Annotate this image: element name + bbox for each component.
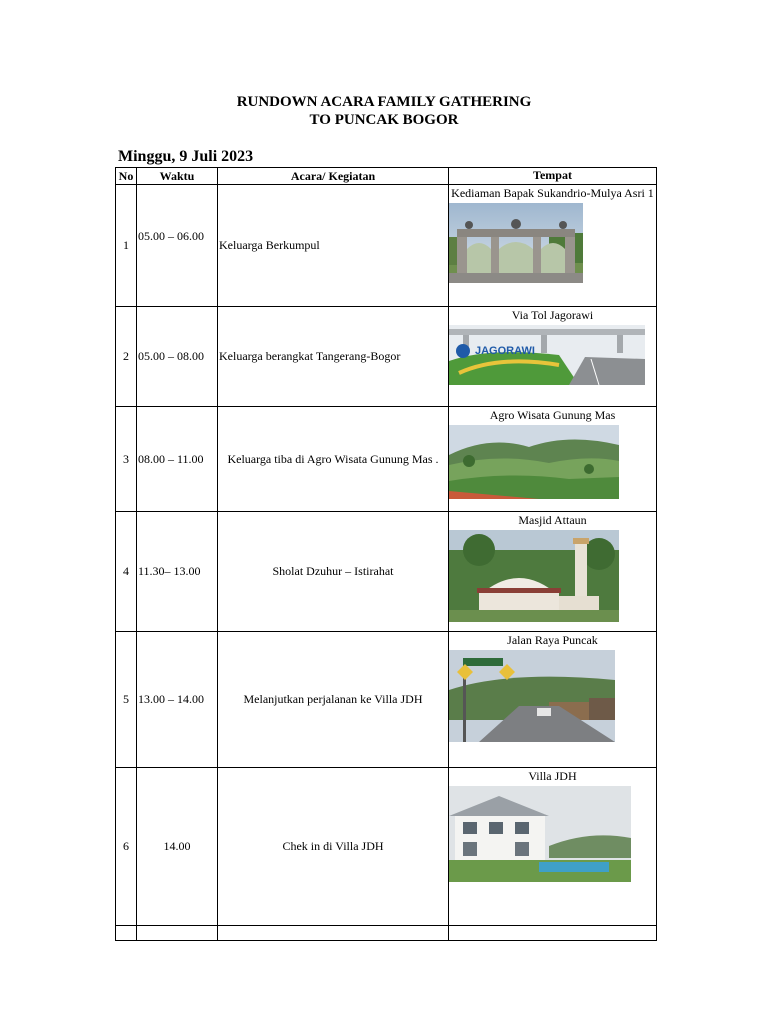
row-activity: Chek in di Villa JDH (218, 768, 449, 926)
table-row (116, 632, 657, 768)
document-title-line2: TO PUNCAK BOGOR (309, 112, 459, 128)
tea-plantation-photo (449, 425, 656, 499)
row-place (449, 512, 657, 632)
row-place (449, 768, 657, 926)
row-time: 13.00 – 14.00 (137, 632, 218, 768)
row-activity: Sholat Dzuhur – Istirahat (218, 512, 449, 632)
toll-road-photo (449, 325, 656, 385)
row-time: 08.00 – 11.00 (137, 407, 218, 512)
row-number: 6 (116, 768, 137, 926)
event-date: Minggu, 9 Juli 2023 (118, 148, 254, 165)
row-time: 11.30– 13.00 (137, 512, 218, 632)
row-place (449, 407, 657, 512)
table-header-row (116, 168, 657, 185)
street-photo (449, 650, 656, 742)
empty-cell (218, 926, 449, 941)
table-row (116, 307, 657, 407)
table-row (116, 407, 657, 512)
table-row (116, 768, 657, 926)
row-number: 5 (116, 632, 137, 768)
table-row-empty (116, 926, 657, 941)
empty-cell (449, 926, 657, 941)
column-header-no: No (116, 168, 137, 185)
row-time: 05.00 – 08.00 (137, 307, 218, 407)
row-time (137, 185, 218, 307)
row-number: 1 (116, 185, 137, 307)
row-activity: Melanjutkan perjalanan ke Villa JDH (218, 632, 449, 768)
row-time-text: 05.00 – 06.00 (138, 229, 204, 243)
row-activity: Keluarga tiba di Agro Wisata Gunung Mas . (218, 407, 449, 512)
empty-cell (116, 926, 137, 941)
row-number: 2 (116, 307, 137, 407)
row-time: 14.00 (137, 768, 218, 926)
place-name: Villa JDH (528, 769, 577, 783)
row-activity: Keluarga Berkumpul (218, 185, 449, 307)
toll-sign-text: JAGORAWI (475, 345, 535, 357)
row-place (449, 185, 657, 307)
rundown-table (115, 167, 657, 941)
mosque-photo (449, 530, 656, 622)
place-name: Masjid Attaun (518, 513, 587, 527)
place-name: Jalan Raya Puncak (507, 633, 598, 647)
place-name: Kediaman Bapak Sukandrio-Mulya Asri 1 (451, 186, 654, 200)
row-number: 4 (116, 512, 137, 632)
row-place (449, 632, 657, 768)
document-title-line1: RUNDOWN ACARA FAMILY GATHERING (236, 94, 532, 110)
place-name: Via Tol Jagorawi (511, 308, 594, 322)
gate-photo (449, 203, 656, 283)
table-row (116, 512, 657, 632)
column-header-time: Waktu (137, 168, 218, 185)
row-place (449, 307, 657, 407)
column-header-activity: Acara/ Kegiatan (218, 168, 449, 185)
table-row (116, 185, 657, 307)
row-activity: Keluarga berangkat Tangerang-Bogor (218, 307, 449, 407)
row-number: 3 (116, 407, 137, 512)
villa-photo (449, 786, 656, 882)
place-name: Agro Wisata Gunung Mas (489, 408, 616, 422)
column-header-place: Tempat (449, 168, 657, 185)
empty-cell (137, 926, 218, 941)
